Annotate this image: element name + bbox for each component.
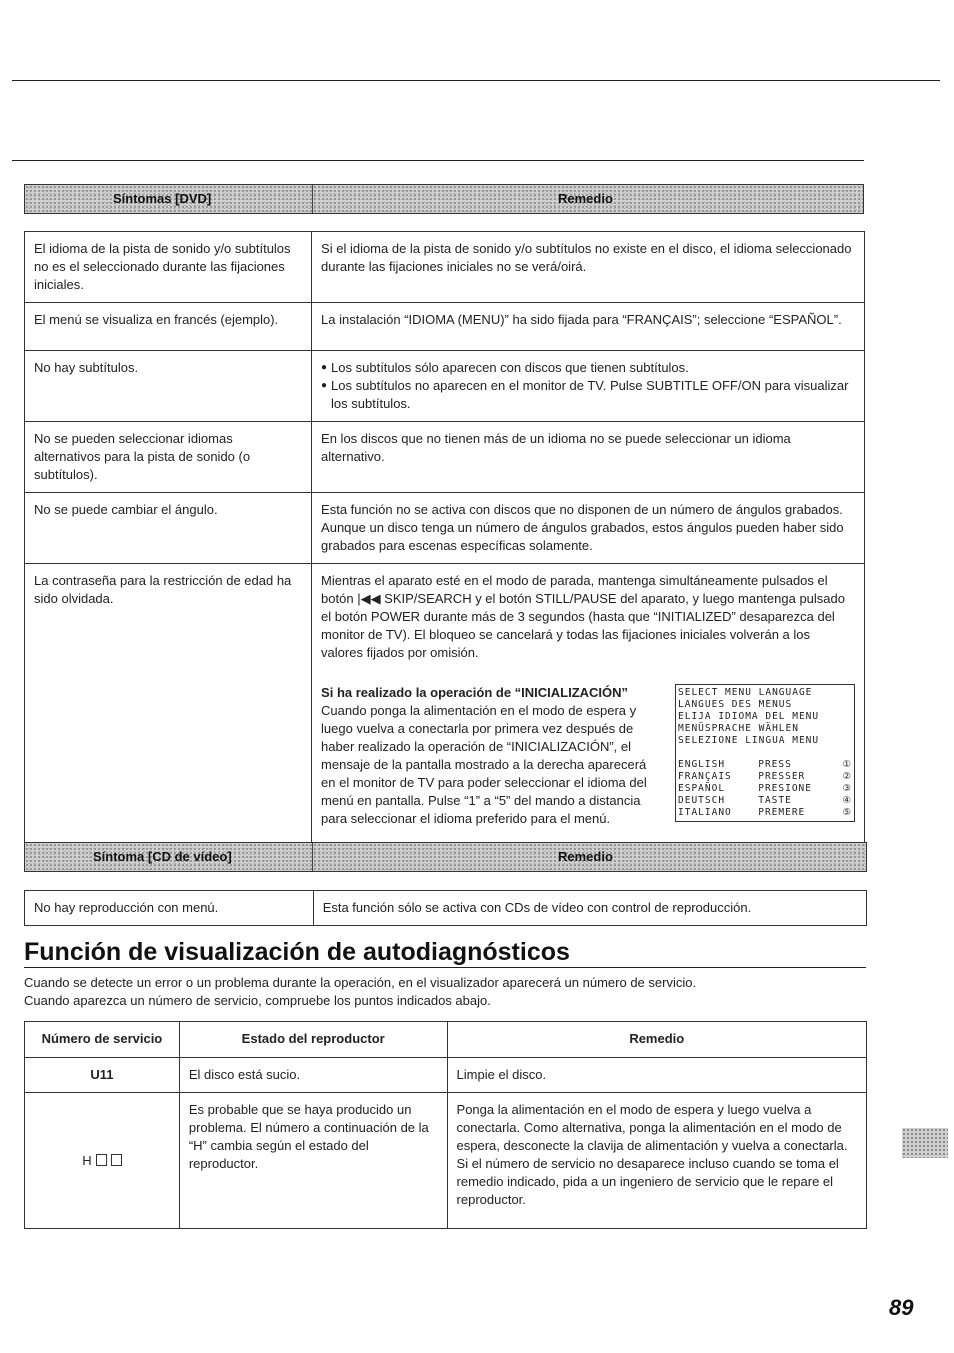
remedy-cell: [447, 1093, 866, 1229]
service-number-heading: Número de servicio: [25, 1022, 180, 1058]
remedy-cell: [312, 564, 865, 847]
osd-option: DEUTSCH TASTE ④: [678, 795, 852, 806]
intro-line-2: Cuando aparezca un número de servicio, compruebe los puntos indicados abajo.: [24, 993, 491, 1008]
symptom-cell: No se puede cambiar el ángulo.: [25, 493, 312, 564]
state-cell: El disco está sucio.: [179, 1058, 447, 1093]
section-title: Función de visualización de autodiagnósticos: [24, 938, 570, 966]
table-row: [25, 891, 867, 926]
remedy-text: Ponga la alimentación en el modo de espera y luego vuelva a conectarla. Como alternativa, ponga la alimentación en el modo de espera, desconecte la clavija de alimentación y vuelva a conectarla.: [456, 1102, 848, 1153]
table-header-row: [25, 1022, 867, 1058]
table-row: [25, 1058, 867, 1093]
remedy-text: Si el número de servicio no desaparece incluso cuando se toma el remedio indicado, pida a un ingeniero de servicio que le repare el reproductor.: [456, 1156, 839, 1207]
osd-line: LANGUES DES MENUS: [678, 699, 793, 710]
service-code-cell: U11: [25, 1058, 180, 1093]
page-number: 89: [889, 1295, 914, 1320]
table-row: [25, 564, 865, 847]
top-rule: [12, 80, 940, 81]
vcd-troubleshooting-table: [24, 890, 867, 926]
symptom-cell: No hay reproducción con menú.: [25, 891, 314, 926]
remedy-cell: Esta función sólo se activa con CDs de vídeo con control de reproducción.: [313, 891, 866, 926]
remedy-bullet: ● Los subtítulos sólo aparecen con discos que tienen subtítulos.: [331, 359, 855, 377]
table-row: [25, 422, 865, 493]
side-tab-marker: [902, 1128, 948, 1158]
state-cell: Es probable que se haya producido un problema. El número a continuación de la “H” cambia según el estado del reproductor.: [179, 1093, 447, 1229]
vcd-symptom-heading: Síntoma [CD de vídeo]: [93, 849, 232, 864]
section-rule: [12, 160, 864, 161]
initialization-title: Si ha realizado la operación de “INICIALIZACIÓN”: [321, 685, 629, 700]
osd-line: MENÜSPRACHE WÄHLEN: [678, 723, 799, 734]
remedy-heading: Remedio: [447, 1022, 866, 1058]
osd-option: ITALIANO PREMERE ⑤: [678, 807, 852, 818]
initialization-text: Cuando ponga la alimentación en el modo de espera y luego vuelva a conectarla por primera vez después de haber realizado la operación de “INICIALIZACIÓN”, el mensaje de la pantalla mostrado a la derecha aparecerá en el monitor de TV para poder seleccionar el idioma del menú en pantalla. Pulse “1” a “5” del mando a distancia para seleccionar el idioma preferido para el menú.: [321, 703, 647, 826]
symptom-cell: El menú se visualiza en francés (ejemplo).: [25, 303, 312, 351]
osd-line: SELEZIONE LINGUA MENU: [678, 735, 820, 746]
symptom-cell: El idioma de la pista de sonido y/o subtítulos no es el seleccionado durante las fijaciones iniciales.: [25, 232, 312, 303]
osd-line: ELIJA IDIOMA DEL MENU: [678, 711, 820, 722]
table-row: [25, 232, 865, 303]
remedy-cell: La instalación “IDIOMA (MENU)” ha sido fijada para “FRANÇAIS”; seleccione “ESPAÑOL”.: [312, 303, 865, 351]
dvd-symptoms-heading: Síntomas [DVD]: [113, 191, 212, 206]
vcd-remedy-heading: Remedio: [558, 849, 613, 864]
remedy-bullet: ● Los subtítulos no aparecen en el monitor de TV. Pulse SUBTITLE OFF/ON para visualizar los subtítulos.: [331, 377, 855, 413]
vcd-table-header: [24, 842, 867, 872]
table-row: [25, 493, 865, 564]
table-row: [25, 1093, 867, 1229]
remedy-cell: En los discos que no tienen más de un idioma no se puede seleccionar un idioma alternativo.: [312, 422, 865, 493]
table-row: [25, 351, 865, 422]
symptom-cell: No hay subtítulos.: [25, 351, 312, 422]
osd-option: ENGLISH PRESS ①: [678, 759, 852, 770]
digit-box-icon: [96, 1154, 107, 1166]
title-underline: [24, 967, 866, 968]
dvd-table-header: [24, 184, 864, 214]
osd-line: SELECT MENU LANGUAGE: [678, 687, 813, 698]
remedy-cell: Si el idioma de la pista de sonido y/o subtítulos no existe en el disco, el idioma seleccionado durante las fijaciones iniciales no se verá/oirá.: [312, 232, 865, 303]
symptom-cell: No se pueden seleccionar idiomas alternativos para la pista de sonido (o subtítulos).: [25, 422, 312, 493]
symptom-cell: La contraseña para la restricción de edad ha sido olvidada.: [25, 564, 312, 847]
service-code: H: [82, 1152, 92, 1168]
service-code-cell: [25, 1093, 180, 1229]
remedy-cell: [312, 351, 865, 422]
intro-line-1: Cuando se detecte un error o un problema durante la operación, en el visualizador aparecerá un número de servicio.: [24, 975, 697, 990]
osd-option: ESPAÑOL PRESIONE ③: [678, 783, 852, 794]
table-row: [25, 303, 865, 351]
menu-language-screen: [675, 684, 855, 822]
remedy-cell: Esta función no se activa con discos que no disponen de un número de ángulos grabados. Aunque un disco tenga un número de ángulos grabados, estos ángulos pueden haber sido grabados para escenas específicas solamente.: [312, 493, 865, 564]
remedy-cell: Limpie el disco.: [447, 1058, 866, 1093]
dvd-troubleshooting-table: [24, 231, 865, 847]
osd-option: FRANÇAIS PRESSER ②: [678, 771, 852, 782]
service-number-table: [24, 1021, 867, 1229]
dvd-remedy-heading: Remedio: [558, 191, 613, 206]
digit-box-icon: [111, 1154, 122, 1166]
password-remedy-text: Mientras el aparato esté en el modo de parada, mantenga simultáneamente pulsados el botón |◀◀ SKIP/SEARCH y el botón STILL/PAUSE del aparato, y luego mantenga pulsado el botón POWER durante más de 3 segundos (hasta que “INITIALIZED” desaparezca del monitor de TV). El bloqueo se cancelará y todas las fijaciones iniciales volverán a los valores fijados por omisión.: [321, 573, 845, 660]
player-state-heading: Estado del reproductor: [179, 1022, 447, 1058]
